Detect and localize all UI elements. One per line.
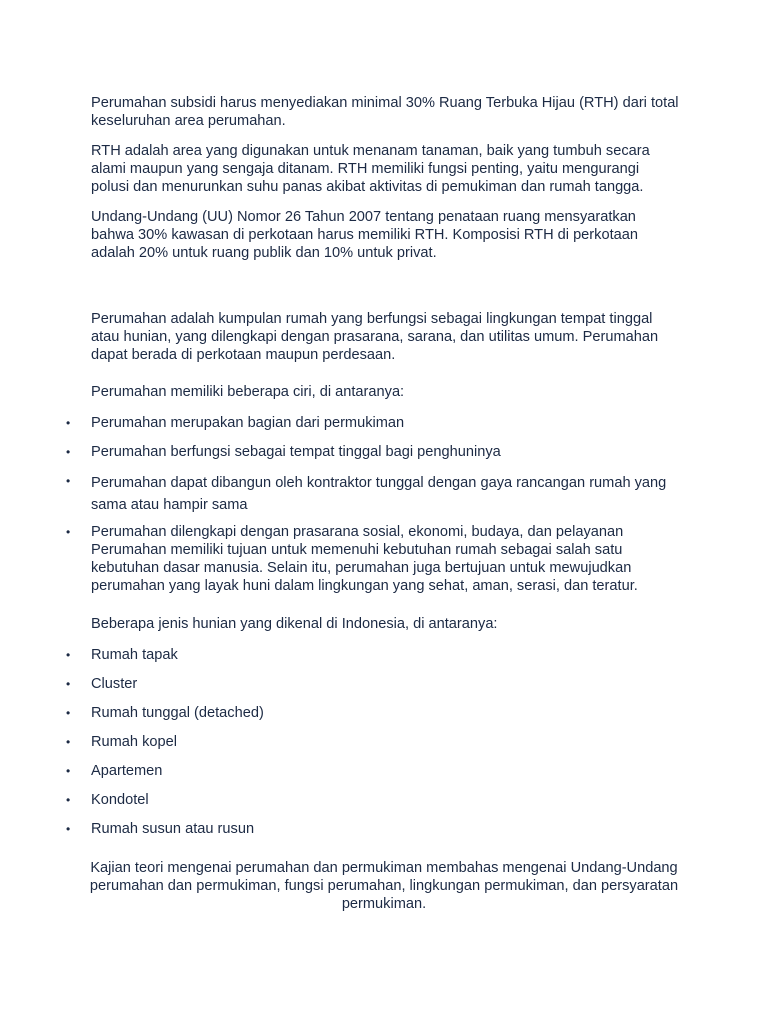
bullet-icon: • [66, 474, 71, 488]
paragraph-rth-definition: RTH adalah area yang digunakan untuk menanam tanaman, baik yang tumbuh secara alami maupun yang sengaja ditanam. RTH memiliki fungsi penting, yaitu mengurangi polusi dan menurunkan suhu panas akibat aktivitas di pemukiman dan rumah tangga. [91, 143, 650, 195]
bullet-icon: • [66, 445, 71, 459]
list-item-text: Rumah susun atau rusun [91, 821, 255, 837]
bullet-icon: • [66, 525, 71, 539]
bullet-icon: • [66, 648, 71, 662]
list-item-text: Apartemen [91, 763, 163, 779]
bullet-icon: • [66, 764, 71, 778]
paragraph-ciri-intro: Perumahan memiliki beberapa ciri, di antaranya: [91, 384, 405, 400]
list-item-text: Kondotel [91, 792, 149, 808]
bullet-icon: • [66, 793, 71, 807]
list-item-text: Perumahan merupakan bagian dari permukiman [91, 415, 405, 431]
bullet-icon: • [66, 677, 71, 691]
paragraph-kajian-teori: Kajian teori mengenai perumahan dan permukiman membahas mengenai Undang-Undang perumahan dan permukiman, fungsi perumahan, lingkungan permukiman, dan persyaratan permukiman. [89, 860, 679, 912]
list-item-text: Rumah kopel [91, 734, 177, 750]
list-item-text: Perumahan dapat dibangun oleh kontraktor tunggal dengan gaya rancangan rumah yang sama atau hampir sama [91, 475, 667, 513]
list-item-text: Perumahan dilengkapi dengan prasarana sosial, ekonomi, budaya, dan pelayanan Perumahan memiliki tujuan untuk memenuhi kebutuhan rumah sebagai salah satu kebutuhan dasar manusia. Selain itu, perumahan juga bertujuan untuk mewujudkan perumahan yang layak huni dalam lingkungan yang sehat, aman, serasi, dan teratur. [91, 524, 638, 594]
list-item-text: Perumahan berfungsi sebagai tempat tinggal bagi penghuninya [91, 444, 501, 460]
paragraph-perumahan-definition: Perumahan adalah kumpulan rumah yang berfungsi sebagai lingkungan tempat tinggal atau hunian, yang dilengkapi dengan prasarana, sarana, dan utilitas umum. Perumahan dapat berada di perkotaan maupun perdesaan. [91, 311, 659, 363]
paragraph-jenis-intro: Beberapa jenis hunian yang dikenal di Indonesia, di antaranya: [91, 616, 498, 632]
paragraph-rth-requirement: Perumahan subsidi harus menyediakan minimal 30% Ruang Terbuka Hijau (RTH) dari total keseluruhan area perumahan. [91, 95, 679, 129]
bullet-icon: • [66, 822, 71, 836]
bullet-icon: • [66, 416, 71, 430]
list-item-text: Rumah tunggal (detached) [91, 705, 264, 721]
bullet-icon: • [66, 735, 71, 749]
list-item-text: Cluster [91, 676, 138, 692]
bullet-icon: • [66, 706, 71, 720]
list-item-text: Rumah tapak [91, 647, 178, 663]
paragraph-uu-regulation: Undang-Undang (UU) Nomor 26 Tahun 2007 tentang penataan ruang mensyaratkan bahwa 30% kawasan di perkotaan harus memiliki RTH. Komposisi RTH di perkotaan adalah 20% untuk ruang publik dan 10% untuk privat. [91, 209, 638, 261]
